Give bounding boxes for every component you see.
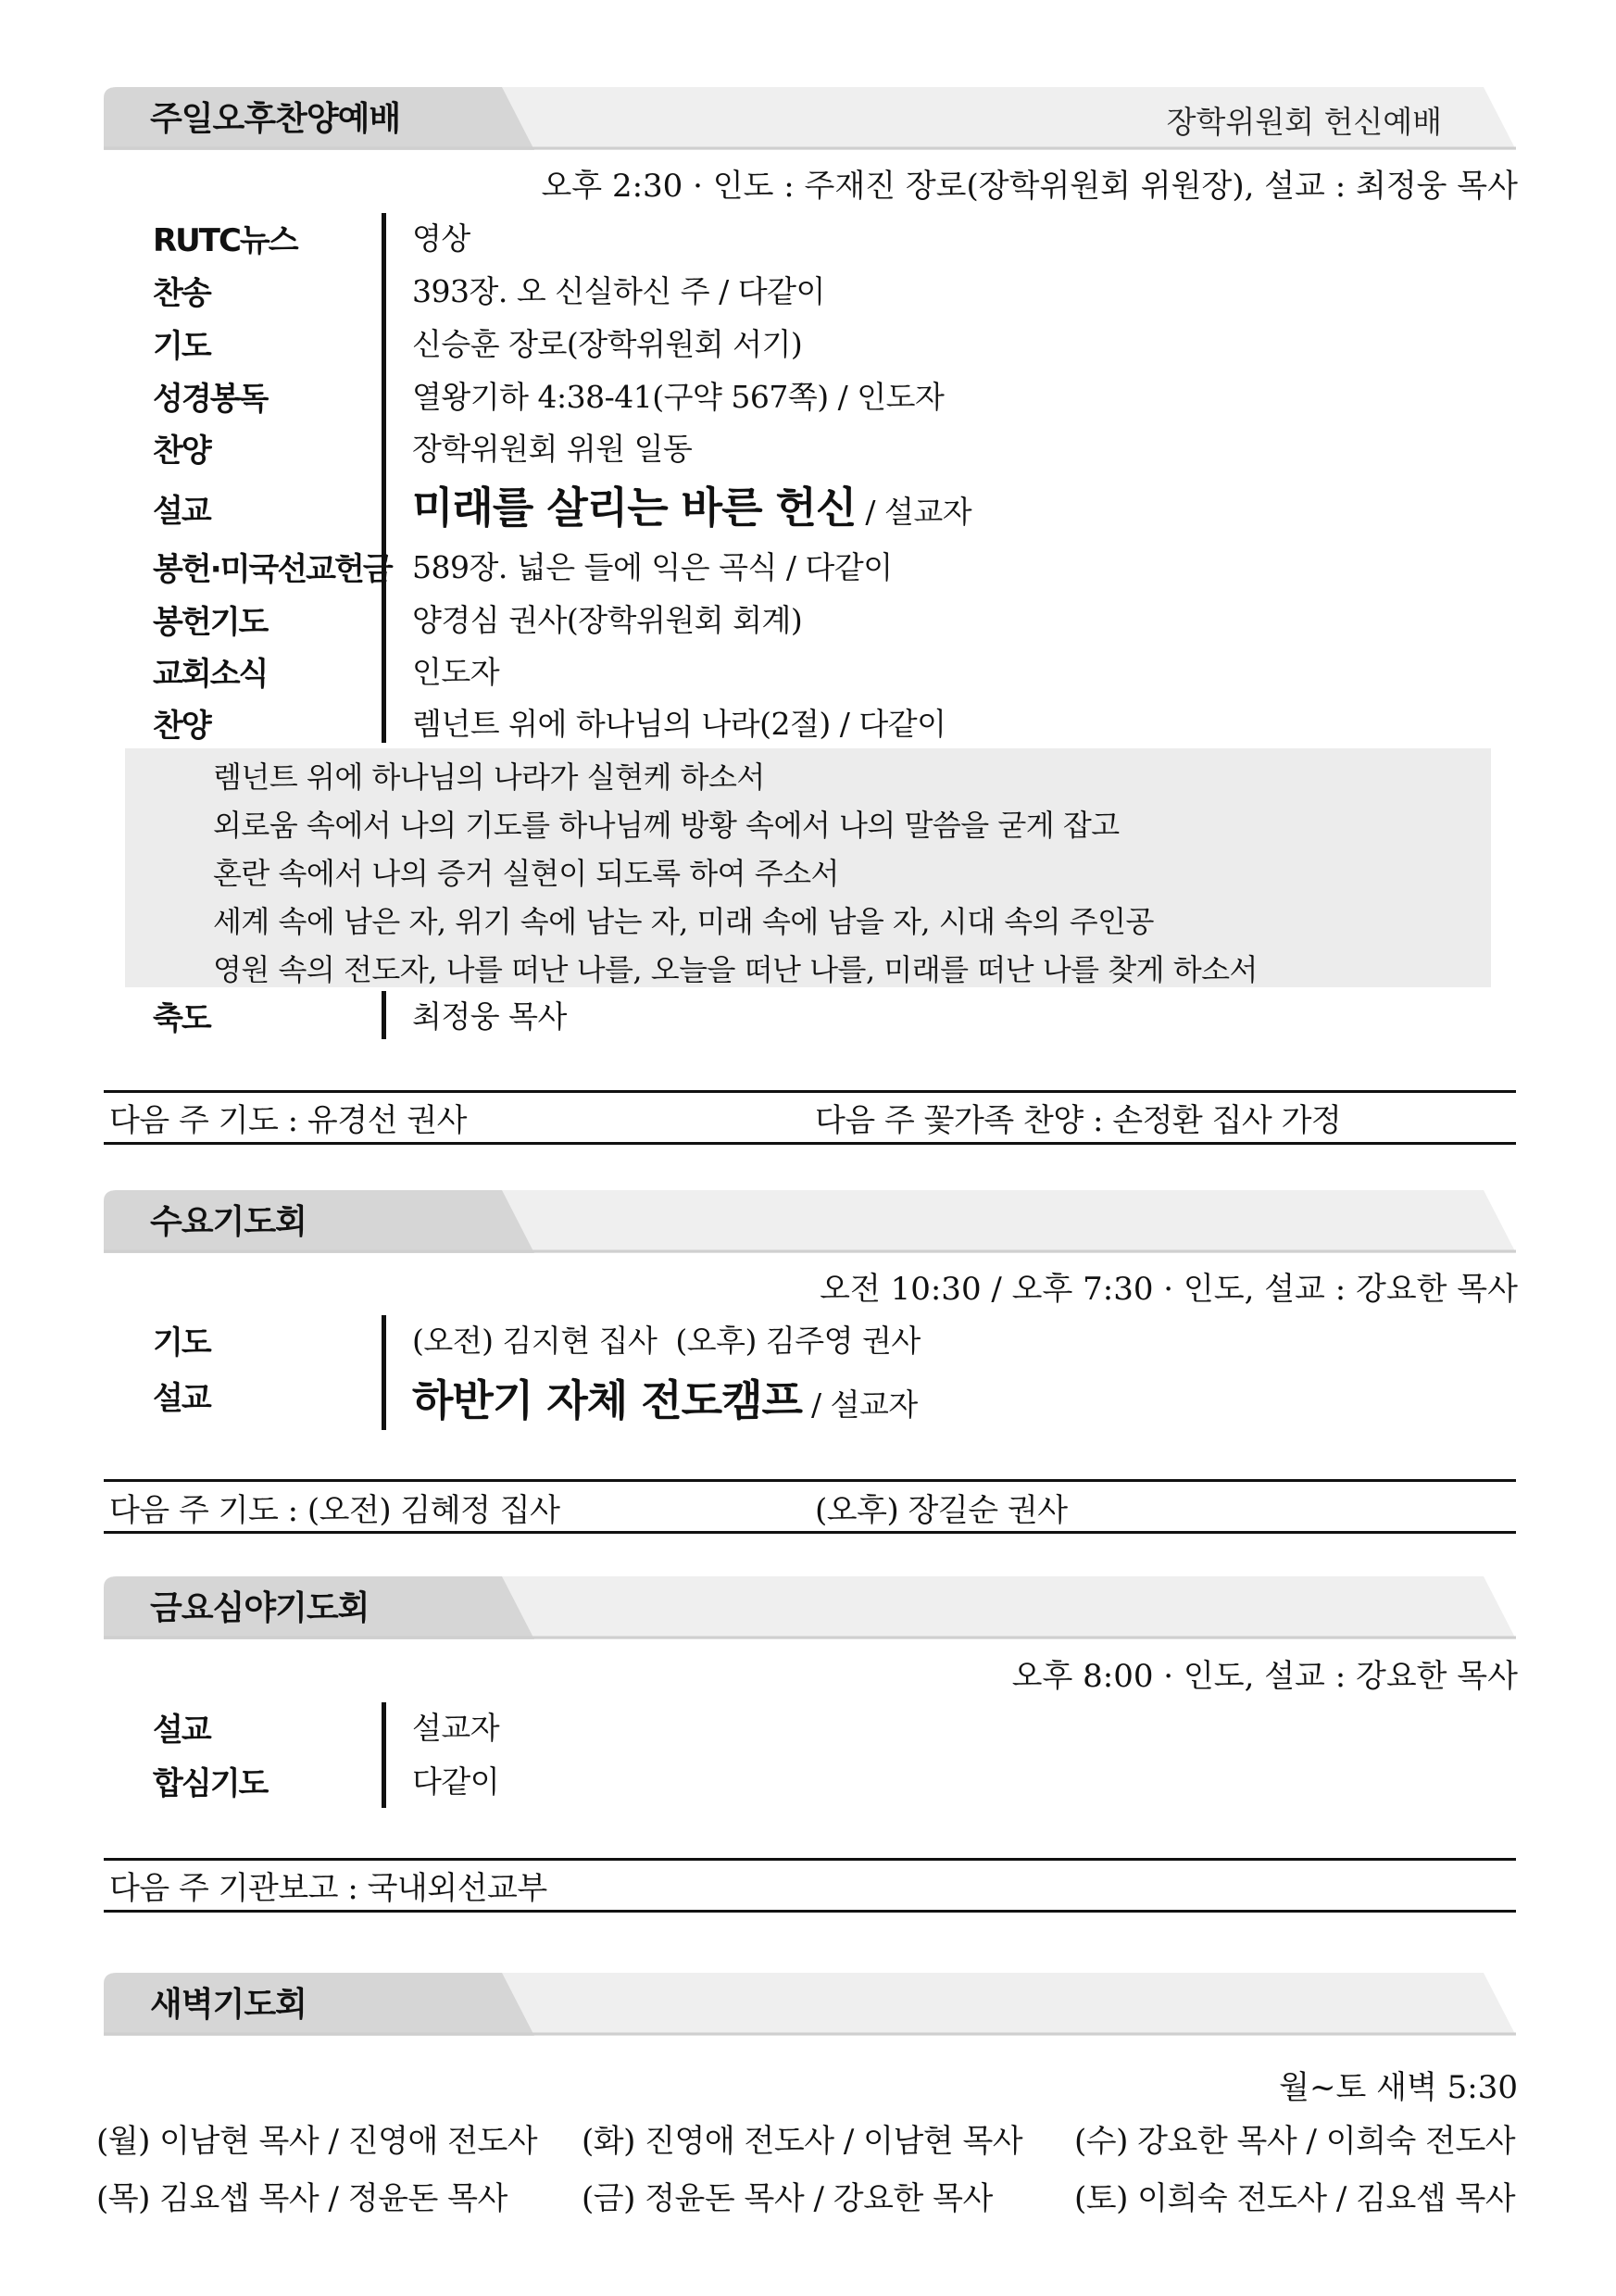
divider-bar (382, 213, 386, 743)
divider-line (104, 1910, 1516, 1913)
order-label: RUTC뉴스 (153, 222, 297, 259)
section-header-sunday (104, 85, 1516, 150)
order-label: 설교 (153, 493, 210, 530)
lyrics-line: 영원 속의 전도자, 나를 떠난 나를, 오늘을 떠난 나를, 미래를 떠난 나를 찾게 하소서 (213, 952, 1258, 987)
lyrics-line: 렘넌트 위에 하나님의 나라가 실현케 하소서 (213, 759, 765, 795)
header-band (104, 1971, 1516, 2036)
order-value: 최정웅 목사 (412, 998, 567, 1035)
divider-line (104, 1858, 1516, 1861)
next-week-prayer-pm: (오후) 장길순 권사 (815, 1492, 1068, 1529)
order-label: 교회소식 (153, 656, 268, 693)
order-label: 축도 (153, 1000, 210, 1037)
next-week-prayer-am: 다음 주 기도 : (오전) 김혜정 집사 (109, 1492, 560, 1529)
section-title: 금요심야기도회 (150, 1589, 370, 1627)
order-value: 다같이 (412, 1763, 500, 1800)
order-value: 열왕기하 4:38-41(구약 567쪽) / 인도자 (412, 379, 945, 415)
lyrics-box (125, 748, 1491, 987)
dawn-schedule-item: (수) 강요한 목사 / 이희숙 전도사 (1074, 2123, 1516, 2160)
service-time: 오전 10:30 / 오후 7:30 · 인도, 설교 : 강요한 목사 (820, 1271, 1518, 1308)
dawn-schedule-item: (토) 이희숙 전도사 / 김요셉 목사 (1074, 2180, 1516, 2217)
dawn-schedule-item: (월) 이남현 목사 / 진영애 전도사 (96, 2123, 538, 2160)
order-value (412, 474, 971, 535)
order-label: 찬양 (153, 433, 210, 470)
divider-line (104, 1479, 1516, 1482)
section-header-dawn (104, 1971, 1516, 2036)
service-time: 오후 8:00 · 인도, 설교 : 강요한 목사 (1011, 1658, 1518, 1695)
order-label: 봉헌기도 (153, 604, 268, 641)
section-header-friday (104, 1575, 1516, 1639)
section-title: 새벽기도회 (150, 1986, 307, 2024)
divider-line (104, 1090, 1516, 1093)
next-week-report: 다음 주 기관보고 : 국내외선교부 (109, 1870, 547, 1907)
order-label: 합심기도 (153, 1765, 268, 1802)
order-value: 신승훈 장로(장학위원회 서기) (412, 326, 803, 362)
service-time: 오후 2:30 · 인도 : 주재진 장로(장학위원회 위원장), 설교 : 최정웅 목사 (541, 168, 1518, 205)
order-label: 기도 (153, 328, 210, 365)
section-title: 수요기도회 (150, 1203, 307, 1241)
divider-bar (382, 1315, 386, 1430)
next-week-flower: 다음 주 꽃가족 찬양 : 손정환 집사 가정 (815, 1102, 1342, 1139)
order-label: 설교 (153, 1712, 210, 1749)
dawn-schedule-item: (화) 진영애 전도사 / 이남현 목사 (582, 2123, 1023, 2160)
lyrics-line: 혼란 속에서 나의 증거 실현이 되도록 하여 주소서 (213, 856, 839, 891)
section-subtitle: 장학위원회 헌신예배 (1166, 104, 1442, 140)
order-value: 393장. 오 신실하신 주 / 다같이 (412, 273, 825, 309)
section-title: 주일오후찬양예배 (150, 100, 401, 138)
order-value: (오전) 김지현 집사 (오후) 김주영 권사 (412, 1323, 921, 1359)
lyrics-line: 외로움 속에서 나의 기도를 하나님께 방황 속에서 나의 말씀을 굳게 잡고 (213, 808, 1120, 843)
divider-bar (382, 991, 386, 1039)
next-week-prayer: 다음 주 기도 : 유경선 권사 (109, 1102, 467, 1139)
dawn-schedule-item: (금) 정윤돈 목사 / 강요한 목사 (582, 2180, 993, 2217)
divider-line (104, 1142, 1516, 1145)
order-label: 찬양 (153, 708, 210, 745)
sermon-suffix: / 설교자 (856, 494, 972, 530)
sermon-title: 하반기 자체 전도캠프 (412, 1375, 802, 1425)
sermon-title: 미래를 살리는 바른 헌신 (412, 483, 857, 533)
lyrics-line: 세계 속에 남은 자, 위기 속에 남는 자, 미래 속에 남을 자, 시대 속의 주인공 (213, 904, 1154, 939)
order-value: 인도자 (412, 654, 500, 690)
order-value: 영상 (412, 220, 470, 257)
sermon-suffix: / 설교자 (801, 1386, 918, 1423)
service-time: 월~토 새벽 5:30 (1279, 2069, 1518, 2106)
order-label: 기도 (153, 1324, 210, 1361)
divider-bar (382, 1702, 386, 1808)
order-value: 양경심 권사(장학위원회 회계) (412, 602, 803, 638)
order-value: 장학위원회 위원 일동 (412, 431, 693, 467)
divider-line (104, 1531, 1516, 1534)
order-label: 봉헌·미국선교헌금 (153, 551, 392, 588)
section-header-wednesday (104, 1188, 1516, 1253)
dawn-schedule-item: (목) 김요셉 목사 / 정윤돈 목사 (96, 2180, 507, 2217)
header-band (104, 1188, 1516, 1253)
order-label: 찬송 (153, 275, 210, 312)
order-value: 설교자 (412, 1710, 500, 1746)
order-value (412, 1367, 918, 1428)
order-label: 성경봉독 (153, 381, 268, 418)
order-value: 589장. 넓은 들에 익은 곡식 / 다같이 (412, 549, 893, 585)
order-value: 렘넌트 위에 하나님의 나라(2절) / 다같이 (412, 706, 946, 742)
order-label: 설교 (153, 1380, 210, 1417)
